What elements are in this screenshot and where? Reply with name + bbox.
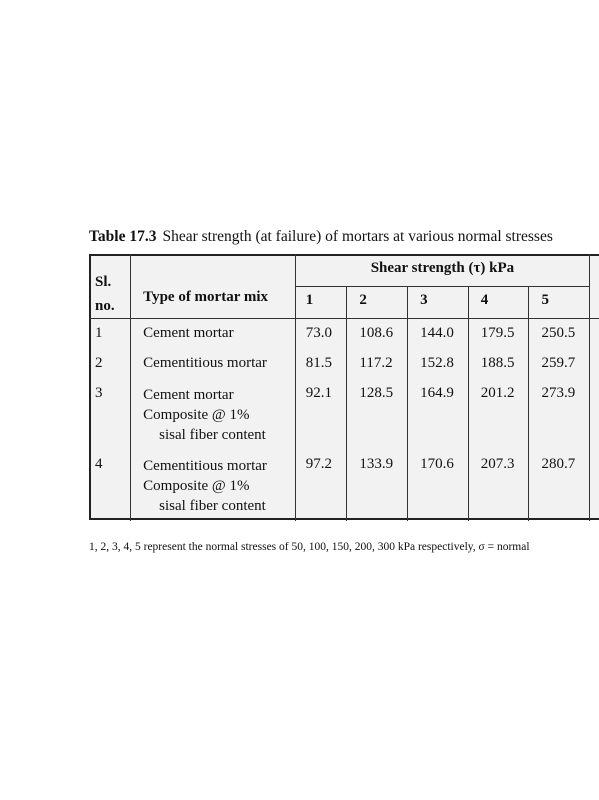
row-type bbox=[131, 319, 296, 349]
row-type-line: Composite @ 1% bbox=[143, 406, 250, 423]
header-extra-cell bbox=[590, 254, 599, 286]
table-footnote: 1, 2, 3, 4, 5 represent the normal stresses of 50, 100, 150, 200, 300 kPa respectively, σ = normal bbox=[89, 541, 530, 553]
row-extra-cell bbox=[590, 349, 599, 379]
row-extra-cell bbox=[590, 319, 599, 349]
row-value: 81.5 bbox=[295, 349, 347, 379]
row-value: 97.2 bbox=[295, 450, 347, 521]
row-value: 152.8 bbox=[408, 349, 469, 379]
header-type: Type of mortar mix bbox=[131, 254, 296, 319]
row-value: 170.6 bbox=[408, 450, 469, 521]
row-type-line: sisal fiber content bbox=[159, 426, 266, 443]
table-row bbox=[89, 379, 599, 450]
row-value: 73.0 bbox=[295, 319, 347, 349]
row-type-line: sisal fiber content bbox=[159, 497, 266, 514]
row-value: 164.9 bbox=[408, 379, 469, 450]
header-col-3: 3 bbox=[408, 286, 469, 318]
row-value: 92.1 bbox=[295, 379, 347, 450]
row-type-line: Composite @ 1% bbox=[143, 477, 250, 494]
header-col-1: 1 bbox=[295, 286, 347, 318]
table-number: Table 17.3 bbox=[89, 228, 157, 245]
row-value: 108.6 bbox=[347, 319, 408, 349]
row-type-line: Cementitious mortar bbox=[143, 354, 267, 371]
header-col-2: 2 bbox=[347, 286, 408, 318]
row-value: 250.5 bbox=[529, 319, 590, 349]
row-value: 179.5 bbox=[468, 319, 529, 349]
data-table bbox=[89, 254, 599, 521]
table-row bbox=[89, 349, 599, 379]
table-caption bbox=[89, 227, 553, 247]
row-value: 201.2 bbox=[468, 379, 529, 450]
table-caption-text: Shear strength (at failure) of mortars at various normal stresses bbox=[162, 228, 553, 245]
row-type-line: Cement mortar bbox=[143, 325, 234, 341]
header-sl-no bbox=[89, 254, 131, 319]
row-extra-cell bbox=[590, 450, 599, 521]
row-value: 133.9 bbox=[347, 450, 408, 521]
row-sl: 1 bbox=[95, 325, 103, 341]
header-col-4: 4 bbox=[468, 286, 529, 318]
row-value: 280.7 bbox=[529, 450, 590, 521]
row-value: 259.7 bbox=[529, 349, 590, 379]
row-type-line: Cement mortar bbox=[143, 386, 234, 403]
header-extra-cell-2 bbox=[590, 286, 599, 318]
row-value: 273.9 bbox=[529, 379, 590, 450]
row-sl: 4 bbox=[95, 455, 103, 472]
row-sl: 2 bbox=[95, 354, 103, 371]
row-type-line: Cementitious mortar bbox=[143, 457, 267, 474]
row-value: 207.3 bbox=[468, 450, 529, 521]
row-value: 128.5 bbox=[347, 379, 408, 450]
table-row bbox=[89, 450, 599, 521]
row-value: 144.0 bbox=[408, 319, 469, 349]
header-shear-strength: Shear strength (τ) kPa bbox=[295, 254, 590, 286]
row-value: 117.2 bbox=[347, 349, 408, 379]
row-extra-cell bbox=[590, 379, 599, 450]
row-type bbox=[131, 379, 296, 450]
row-type bbox=[131, 450, 296, 521]
row-type bbox=[131, 349, 296, 379]
header-sl-line1: Sl. bbox=[95, 274, 112, 290]
row-value: 188.5 bbox=[468, 349, 529, 379]
table-row bbox=[89, 319, 599, 349]
shear-strength-table bbox=[89, 254, 599, 520]
header-col-5: 5 bbox=[529, 286, 590, 318]
row-sl: 3 bbox=[95, 384, 103, 401]
header-sl-line2: no. bbox=[95, 298, 115, 314]
